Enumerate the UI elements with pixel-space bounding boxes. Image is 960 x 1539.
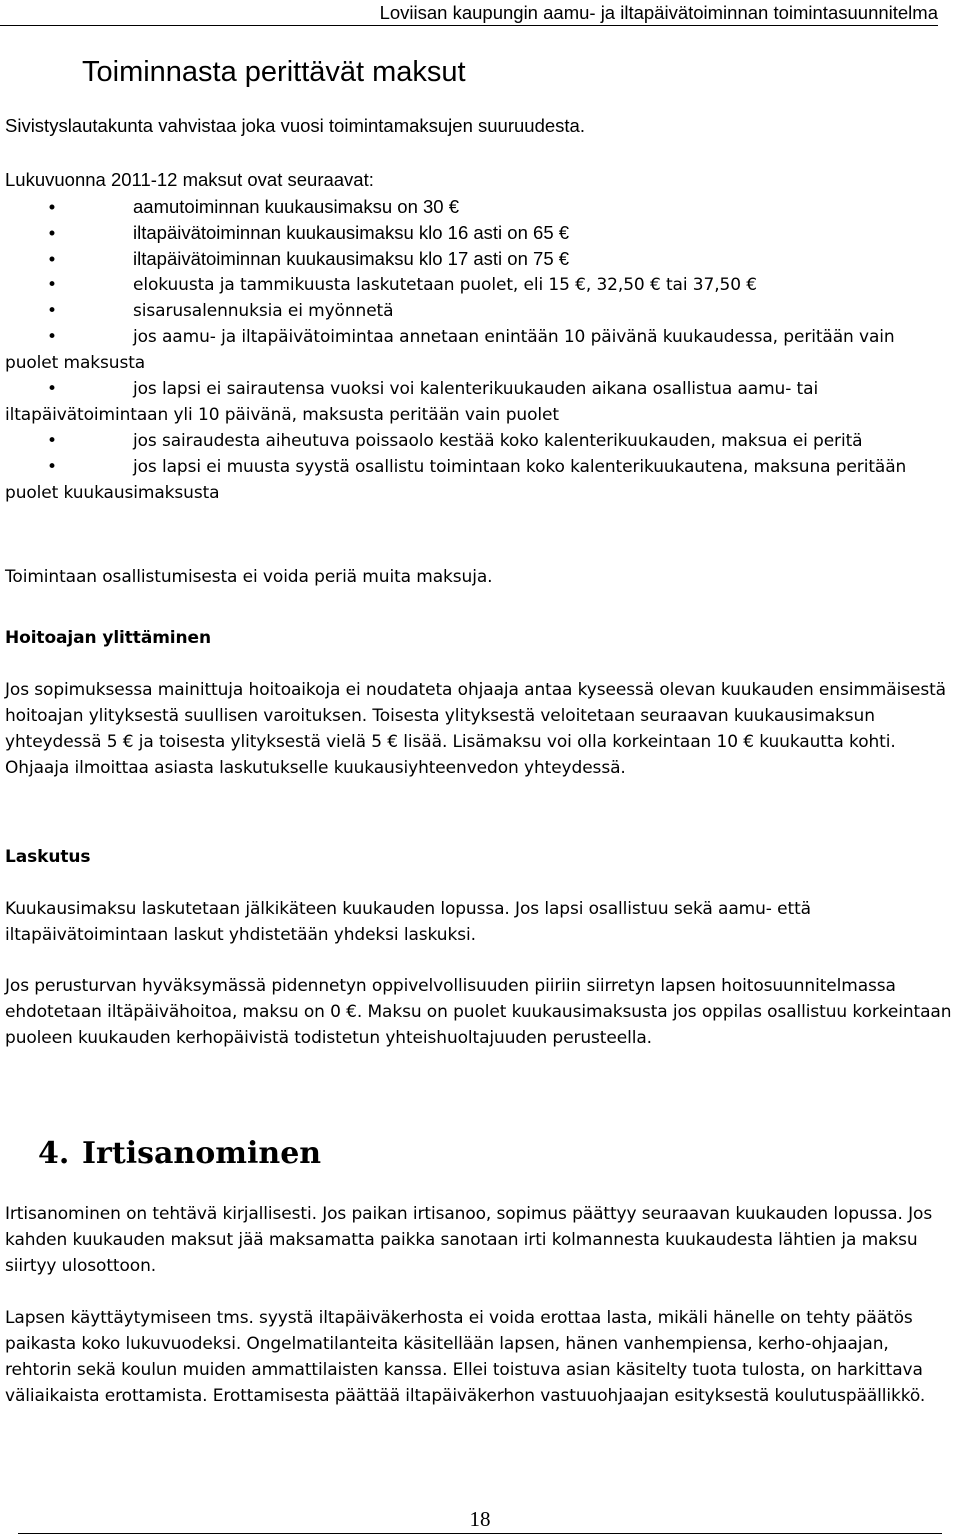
fees-closing: Toimintaan osallistumisesta ei voida periä muita maksuja. bbox=[5, 567, 493, 587]
list-item-text: elokuusta ja tammikuusta laskutetaan puolet, eli 15 €, 32,50 € tai 37,50 € bbox=[133, 275, 757, 295]
bullet-icon: • bbox=[48, 222, 56, 243]
bullet-icon: • bbox=[47, 327, 57, 347]
list-item bbox=[5, 454, 950, 506]
list-item bbox=[5, 428, 950, 454]
overtime-heading: Hoitoajan ylittäminen bbox=[5, 628, 211, 648]
billing-heading: Laskutus bbox=[5, 847, 91, 867]
fees-intro: Sivistyslautakunta vahvistaa joka vuosi toimintamaksujen suuruudesta. bbox=[5, 115, 585, 136]
list-item-text: jos sairaudesta aiheutuva poissaolo kestää koko kalenterikuukauden, maksua ei peritä bbox=[133, 431, 863, 451]
list-item-text: sisarusalennuksia ei myönnetä bbox=[133, 301, 394, 321]
list-item-text: iltapäivätoiminnan kuukausimaksu klo 17 asti on 75 € bbox=[133, 248, 570, 269]
bullet-icon: • bbox=[47, 457, 57, 477]
bullet-icon: • bbox=[48, 248, 56, 269]
termination-paragraph-2: Lapsen käyttäytymiseen tms. syystä iltapäiväkerhosta ei voida erottaa lasta, mikäli hänelle on tehty päätös paikasta koko lukuvuodeksi. Ongelmatilanteita käsitellään lapsen, hänen vanhempiensa, kerho-ohjaajan, rehtorin sekä koulun muiden ammattilaisten kanssa. Ellei toistuva asian käsitelty tuota tulosta, on harkittava väliaikaista erottamista. Erottamisesta päättää iltapäiväkerhon vastuuohjaajan esityksestä koulutuspäällikkö. bbox=[5, 1308, 926, 1406]
section-title-text: Irtisanominen bbox=[82, 1136, 322, 1171]
bullet-icon: • bbox=[47, 379, 57, 399]
overtime-paragraph: Jos sopimuksessa mainittuja hoitoaikoja ei noudateta ohjaaja antaa kyseessä olevan kuukauden ensimmäisestä hoitoajan ylityksestä suullisen varoituksen. Toisesta ylityksestä veloitetaan seuraavan kuukausimaksun yhteydessä 5 € ja toisesta ylityksestä vielä 5 € lisää. Lisämaksu voi olla korkeintaan 10 € kuukautta kohti. Ohjaaja ilmoittaa asiasta laskutukselle kuukausiyhteenvedon yhteydessä. bbox=[5, 680, 946, 778]
list-item bbox=[5, 194, 950, 220]
list-item-text: jos lapsi ei sairautensa vuoksi voi kalenterikuukauden aikana osallistua aamu- tai iltapäivätoimintaan yli 10 päivänä, maksusta peritään vain puolet bbox=[5, 379, 819, 425]
bullet-icon: • bbox=[47, 301, 57, 321]
bullet-icon: • bbox=[47, 275, 57, 295]
billing-paragraph-2: Jos perusturvan hyväksymässä pidennetyn oppivelvollisuuden piiriin siirretyn lapsen hoitosuunnitelmassa ehdotetaan iltäpäivähoitoa, maksu on 0 €. Maksu on puolet kuukausimaksusta jos oppilas osallistuu korkeintaan puoleen kuukauden kerhopäivistä todistetun yhteishuoltajuuden perusteella. bbox=[5, 976, 952, 1048]
termination-paragraph-1: Irtisanominen on tehtävä kirjallisesti. Jos paikan irtisanoo, sopimus päättyy seuraavan kuukauden lopussa. Jos kahden kuukauden maksut jää maksamatta paikka sanotaan irti kolmannesta kuukaudesta lähtien ja maksu siirtyy ulosottoon. bbox=[5, 1204, 933, 1276]
fees-year-line: Lukuvuonna 2011-12 maksut ovat seuraavat: bbox=[5, 169, 374, 190]
list-item-text: jos lapsi ei muusta syystä osallistu toimintaan koko kalenterikuukautena, maksuna peritään puolet kuukausimaksusta bbox=[5, 457, 907, 503]
page-number: 18 bbox=[469, 1507, 491, 1531]
list-item bbox=[5, 246, 950, 272]
list-item-text: aamutoiminnan kuukausimaksu on 30 € bbox=[133, 196, 459, 217]
list-item bbox=[5, 324, 950, 376]
fee-list bbox=[5, 194, 950, 506]
running-header: Loviisan kaupungin aamu- ja iltapäivätoiminnan toimintasuunnitelma bbox=[0, 0, 938, 26]
footer-rule bbox=[18, 1533, 942, 1534]
bullet-icon: • bbox=[47, 431, 57, 451]
list-item-text: jos aamu- ja iltapäivätoimintaa annetaan enintään 10 päivänä kuukaudessa, peritään vain puolet maksusta bbox=[5, 327, 895, 373]
section-title bbox=[38, 1134, 321, 1174]
bullet-icon: • bbox=[48, 196, 56, 217]
page-title: Toiminnasta perittävät maksut bbox=[82, 56, 466, 88]
billing-paragraph-1: Kuukausimaksu laskutetaan jälkikäteen kuukauden lopussa. Jos lapsi osallistuu sekä aamu- että iltapäivätoimintaan laskut yhdistetään yhdeksi laskuksi. bbox=[5, 899, 811, 945]
list-item-text: iltapäivätoiminnan kuukausimaksu klo 16 asti on 65 € bbox=[133, 222, 570, 243]
list-item bbox=[5, 272, 950, 298]
list-item bbox=[5, 220, 950, 246]
section-number: 4. bbox=[38, 1136, 70, 1171]
list-item bbox=[5, 298, 950, 324]
list-item bbox=[5, 376, 950, 428]
